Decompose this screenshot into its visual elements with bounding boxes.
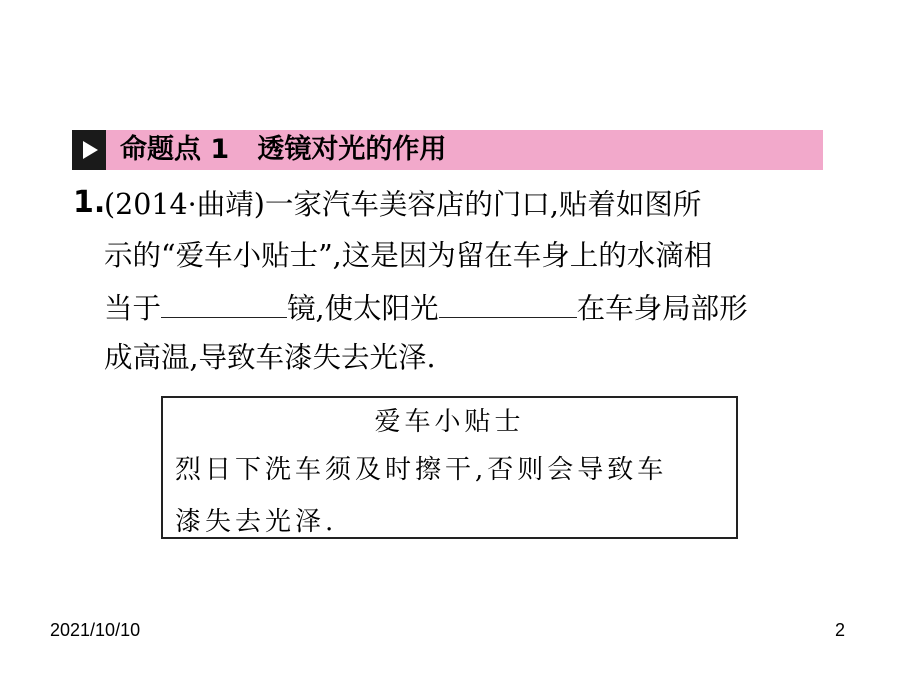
tip-box-title: 爱车小贴士 (374, 407, 525, 437)
question-line-3-part-c: 在车身局部形 (576, 292, 748, 325)
question-line-1: (2014·曲靖)一家汽车美容店的门口,贴着如图所 (104, 188, 702, 221)
footer-date: 2021/10/10 (50, 620, 141, 640)
page-number: 2 (835, 620, 846, 640)
tip-box-line-2: 漆失去光泽. (175, 507, 338, 537)
question-line-2: 示的“爱车小贴士”,这是因为留在车身上的水滴相 (104, 239, 713, 272)
answer-blank-1[interactable] (161, 287, 287, 318)
question-line-3-part-b: 镜,使太阳光 (287, 292, 439, 325)
tip-box-line-1: 烈日下洗车须及时擦干,否则会导致车 (175, 455, 668, 485)
car-tips-box (161, 396, 738, 539)
answer-blank-2[interactable] (439, 287, 577, 318)
question-line-3-part-a: 当于 (104, 292, 162, 325)
topic-header-bar (72, 130, 823, 170)
topic-title: 命题点 1 透镜对光的作用 (120, 134, 447, 165)
question-number: 1. (73, 185, 106, 220)
play-icon (72, 130, 106, 170)
question-line-4: 成高温,导致车漆失去光泽. (104, 341, 436, 374)
question-line-3 (104, 287, 748, 329)
